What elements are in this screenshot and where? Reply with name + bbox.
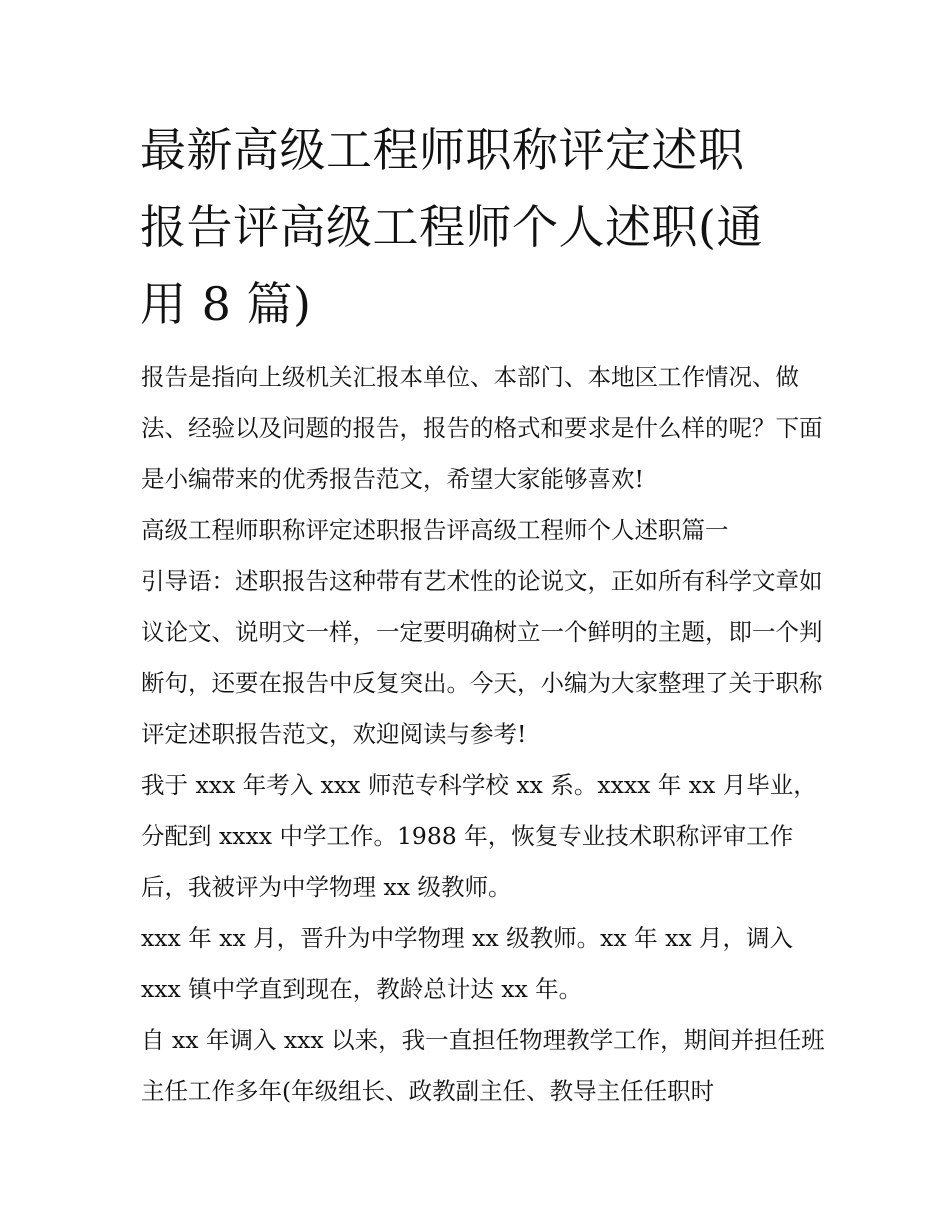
lead-paragraph: 引导语：述职报告这种带有艺术性的论说文，正如所有科学文章如议论文、说明文一样，一定要明确树立一个鲜明的主题，即一个判断句，还要在报告中反复突出。今天，小编为大家整理了关于职称评定述职报告范文，欢迎阅读与参考! [141, 567, 823, 748]
document-body [141, 352, 831, 1117]
section-heading: 高级工程师职称评定述职报告评高级工程师个人述职篇一 [141, 516, 729, 544]
intro-paragraph: 报告是指向上级机关汇报本单位、本部门、本地区工作情况、做法、经验以及问题的报告，报告的格式和要求是什么样的呢？下面是小编带来的优秀报告范文，希望大家能够喜欢! [141, 363, 823, 493]
body-paragraph: xxx 年 xx 月，晋升为中学物理 xx 级教师。xx 年 xx 月，调入 xxx 镇中学直到现在，教龄总计达 xx 年。 [141, 924, 794, 1003]
title-line: 最新高级工程师职称评定述职 [140, 123, 745, 177]
page-title [140, 112, 840, 343]
body-paragraph: 我于 xxx 年考入 xxx 师范专科学校 xx 系。xxxx 年 xx 月毕业，分配到 xxxx 中学工作。1988 年，恢复专业技术职称评审工作后，我被评为中学物理 xx 级教师。 [141, 771, 817, 901]
title-line: 用 8 篇) [140, 277, 312, 331]
body-paragraph: 自 xx 年调入 xxx 以来，我一直担任物理教学工作，期间并担任班主任工作多年(年级组长、政教副主任、教导主任任职时 [141, 1026, 825, 1105]
title-line: 报告评高级工程师个人述职(通 [140, 200, 763, 254]
